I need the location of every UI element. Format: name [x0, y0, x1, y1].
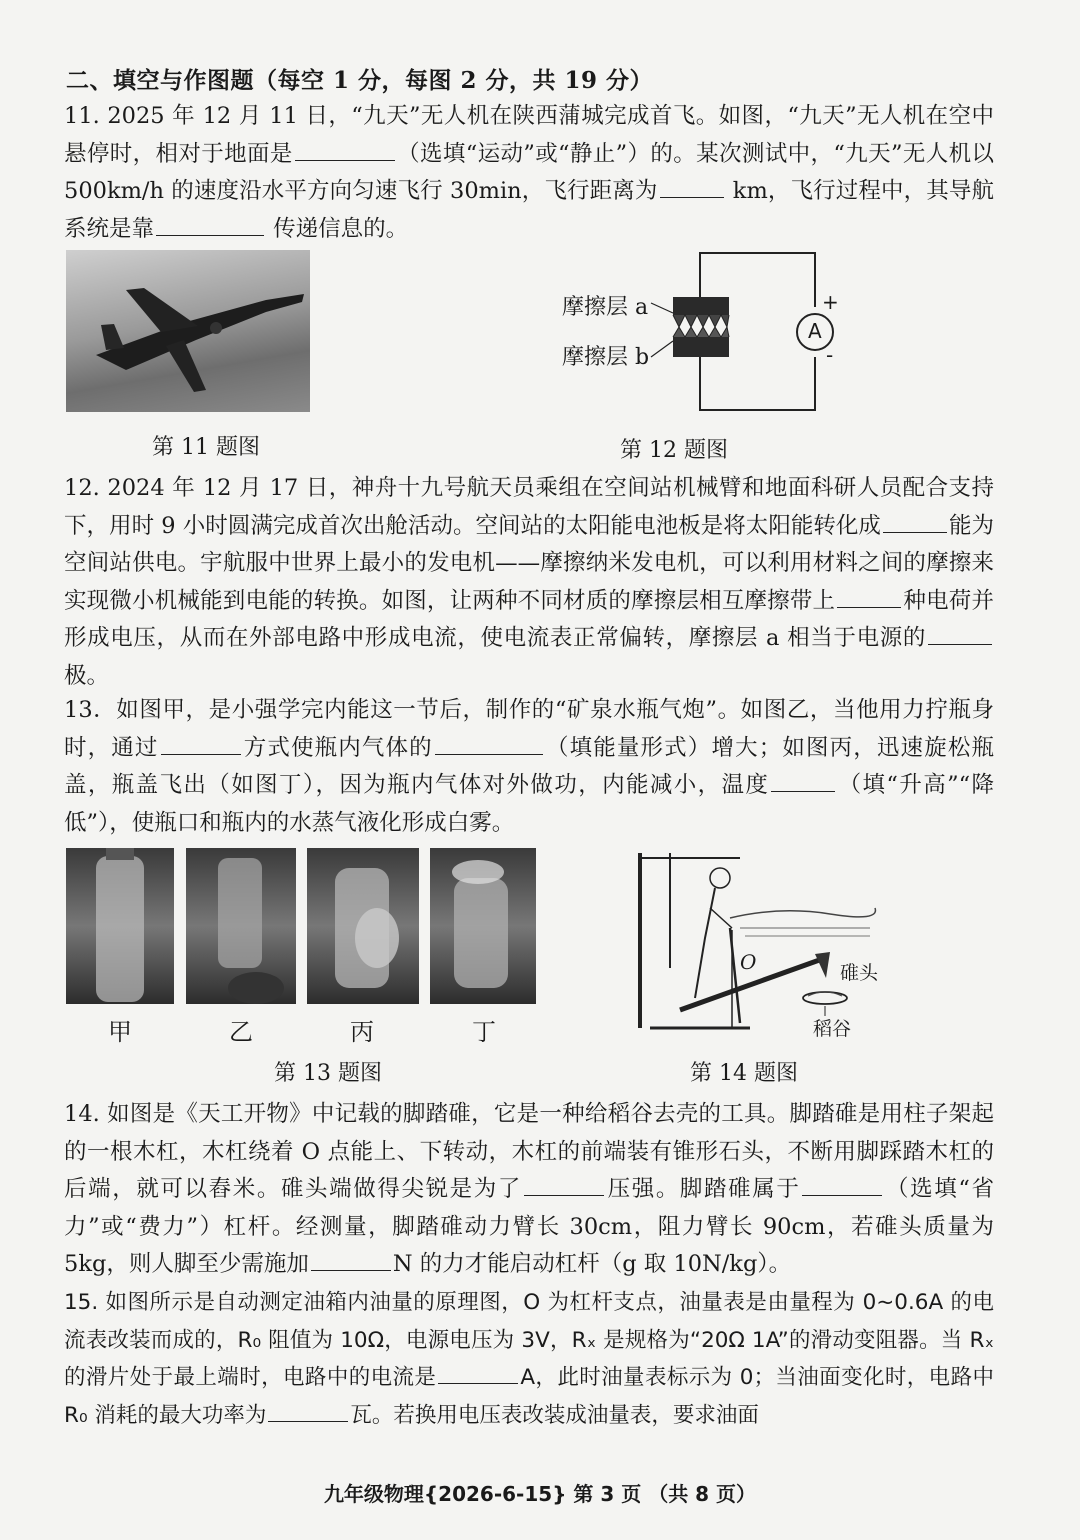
q14-blank-1	[524, 1173, 604, 1196]
q14-text-4: N 的力才能启动杠杆（g 取 10N/kg）。	[392, 1251, 792, 1277]
q11-blank-3	[156, 213, 264, 236]
question-12	[64, 470, 994, 695]
q12-text-1: 12. 2024 年 12 月 17 日，神舟十九号航天员乘组在空间站机械臂和地面科研人员配合支持下，用时 9 小时圆满完成首次出舱活动。空间站的太阳能电池板是将太阳能转化成	[64, 475, 994, 539]
q14-text-2: 压强。脚踏碓属于	[606, 1176, 801, 1202]
bottle-fog-icon	[430, 848, 536, 1004]
bottle-photo-ding	[430, 848, 536, 1004]
q12-blank-1	[883, 510, 947, 533]
ammeter-minus: -	[826, 343, 834, 367]
q13-text-3: （填能量形式）增大；如图丙，迅速旋松瓶盖，瓶盖飞出（如图丁），因为瓶内气体对外做功，内能减小，温度	[64, 734, 994, 798]
fig13-label-jia: 甲	[108, 1018, 132, 1046]
foot-pestle-drawing	[620, 848, 880, 1038]
bottle-photo-yi	[186, 848, 296, 1004]
bottle-photo-jia	[66, 848, 174, 1004]
q12-text-4: 极。	[64, 662, 110, 689]
fig12-caption: 第 12 题图	[620, 438, 728, 463]
fig13-label-yi: 乙	[229, 1018, 253, 1046]
fig13-caption: 第 13 题图	[274, 1061, 382, 1086]
bottle-twist-icon	[186, 848, 296, 1004]
q11-text-2: （选填“运动”或“静止”）的。某次测试中，“九天”无人机以 500km/h 的速度沿水平方向匀速飞行 30min，飞行距离为	[64, 140, 994, 204]
q15-blank-1	[438, 1361, 518, 1384]
q11-blank-2	[660, 175, 724, 198]
bottle-icon	[66, 848, 174, 1004]
q14-blank-3	[311, 1248, 391, 1271]
question-13	[64, 692, 994, 842]
bottle-hand-icon	[307, 848, 419, 1004]
question-11	[64, 98, 994, 248]
q11-blank-1	[295, 138, 395, 161]
bottle-photo-bing	[307, 848, 419, 1004]
q13-text-4: （填“升高”“降低”），使瓶口和瓶内的水蒸气液化形成白雾。	[64, 772, 994, 836]
q12-text-2: 能为空间站供电。宇航服中世界上最小的发电机——摩擦纳米发电机，可以利用材料之间的摩擦来实现微小机械能到电能的转换。如图，让两种不同材质的摩擦层相互摩擦带上	[64, 512, 994, 614]
fig14-pivot-label: O	[740, 950, 757, 974]
q12-blank-3	[928, 622, 992, 645]
drone-photo	[66, 250, 310, 412]
q14-text-3: （选填“省力”或“费力”）杠杆。经测量，脚踏碓动力臂长 30cm，阻力臂长 90cm，若碓头质量为 5kg，则人脚至少需施加	[64, 1176, 994, 1277]
fig13-label-ding: 丁	[472, 1018, 496, 1046]
q14-text-1: 14. 如图是《天工开物》中记载的脚踏碓，它是一种给稻谷去壳的工具。脚踏碓是用柱子架起的一根木杠，木杠绕着 O 点能上、下转动，木杠的前端装有锥形石头，不断用脚踩踏木杠的后端，就可以舂米。碓头端做得尖锐是为了	[64, 1101, 994, 1202]
fig14-head-label: 碓头	[840, 962, 879, 984]
drone-silhouette-icon	[66, 250, 310, 412]
question-15	[64, 1284, 994, 1434]
section-title: 二、填空与作图题（每空 1 分，每图 2 分，共 19 分）	[66, 67, 654, 94]
fig14-rice-label: 稻谷	[813, 1018, 852, 1040]
q15-text-3: 瓦。若换用电压表改装成油量表，要求油面	[350, 1402, 759, 1428]
q13-blank-3	[771, 769, 835, 792]
fig13-label-bing: 丙	[350, 1018, 374, 1046]
ammeter-plus: +	[822, 290, 839, 314]
q13-text-1: 13．如图甲，是小强学完内能这一节后，制作的“矿泉水瓶气炮”。如图乙，当他用力拧瓶身时，通过	[64, 697, 994, 761]
q12-text-3: 种电荷并形成电压，从而在外部电路中形成电流，使电流表正常偏转，摩擦层 a 相当于电源的	[64, 587, 994, 651]
friction-layer-b-label: 摩擦层 b	[562, 345, 650, 370]
q11-text-1: 11. 2025 年 12 月 11 日，“九天”无人机在陕西蒲城完成首飞。如图，“九天”无人机在空中悬停时，相对于地面是	[64, 103, 994, 167]
fig14-caption: 第 14 题图	[690, 1061, 798, 1086]
page-footer: 九年级物理{2026-6-15} 第 3 页 （共 8 页）	[323, 1482, 757, 1506]
question-14	[64, 1096, 994, 1284]
q11-text-4: 传递信息的。	[266, 215, 409, 242]
q13-text-2: 方式使瓶内气体的	[242, 734, 433, 761]
q15-text-1: 15. 如图所示是自动测定油箱内油量的原理图，O 为杠杆支点，油量表是由量程为 0~0.6A 的电流表改装而成的，R₀ 阻值为 10Ω，电源电压为 3V，Rₓ 是规格为“20Ω 1A”的滑动变阻器。当 Rₓ 的滑片处于最上端时，电路中的电流是	[64, 1290, 994, 1390]
q13-blank-1	[161, 732, 241, 755]
q13-blank-2	[435, 732, 543, 755]
friction-layer-a-label: 摩擦层 a	[562, 295, 649, 320]
q15-text-2: A，此时油量表标示为 0；当油面变化时，电路中 R₀ 消耗的最大功率为	[64, 1365, 994, 1428]
q12-blank-2	[837, 585, 901, 608]
fig11-caption: 第 11 题图	[152, 435, 260, 460]
q11-text-3: km，飞行过程中，其导航系统是靠	[64, 178, 995, 242]
q15-blank-2	[268, 1399, 348, 1422]
ammeter-label: A	[808, 319, 822, 343]
q14-blank-2	[802, 1173, 882, 1196]
